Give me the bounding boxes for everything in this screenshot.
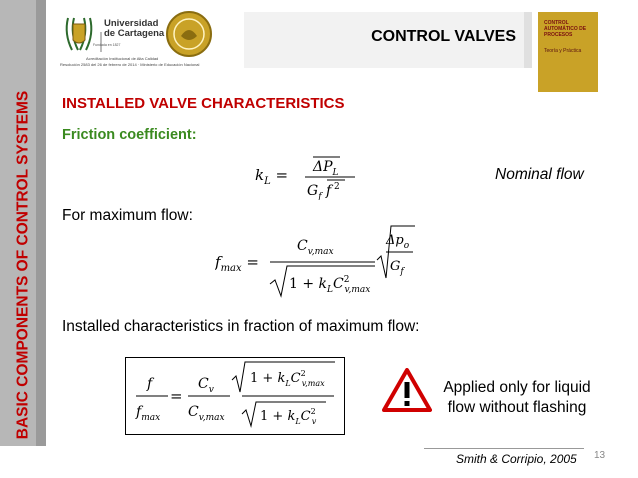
svg-text:1 + kLC2v,max: $1 + k_LC^2$ v,max	[289, 275, 371, 295]
svg-text:Cv: $C_v$	[198, 376, 214, 395]
warning-line2: flow without flashing	[447, 399, 587, 416]
max-flow-formula	[215, 222, 415, 302]
warning-line1: Applied only for liquid	[443, 379, 591, 396]
book-title: CONTROL AUTOMÁTICO DE PROCESOS	[544, 20, 587, 38]
svg-text:kL =: $k_L$ =	[255, 166, 289, 187]
svg-text:1 + kLC2v,max: $1 + k_LC^2$ v,max	[250, 369, 325, 388]
book-cover	[538, 12, 598, 92]
warning-icon	[382, 368, 432, 412]
page-number: 13	[594, 450, 606, 461]
university-name	[104, 19, 164, 39]
reference-divider	[424, 448, 584, 449]
university-name-line1: Universidad	[104, 18, 159, 29]
installed-characteristic-formula	[130, 358, 340, 432]
slide-title: CONTROL VALVES	[371, 28, 516, 45]
accreditation-line1: Acreditación Institucional de Alta Calidad	[86, 56, 159, 61]
svg-text:fmax: $f_{max}$	[136, 404, 161, 423]
section-heading: INSTALLED VALVE CHARACTERISTICS	[62, 95, 345, 112]
reference-citation: Smith & Corripio, 2005	[456, 452, 577, 466]
svg-text:=: =	[170, 387, 183, 405]
svg-text:Gf: $G_f$	[390, 259, 404, 277]
book-subtitle: Teoría y Práctica	[544, 48, 582, 54]
svg-text:Cv,max: $C_{v,max}$	[297, 238, 334, 257]
friction-coefficient-formula	[255, 150, 365, 200]
svg-text:Δpo: $\Delta p_o$	[386, 233, 410, 251]
svg-text:Gf f 2: $G_f$ f $^2$	[307, 182, 340, 200]
svg-text:Cv,max: $C_{v,max}$	[188, 404, 225, 423]
vertical-section-title: BASIC COMPONENTS OF CONTROL SYSTEMS	[14, 90, 32, 440]
max-flow-label: For maximum flow:	[62, 207, 193, 224]
university-founded: Fundada en 1827	[93, 43, 121, 47]
svg-text:f: f	[147, 376, 153, 392]
accreditation-seal-icon	[165, 10, 213, 58]
svg-text:1 + kLC2v: $1 + k_LC^2$ v	[260, 407, 317, 426]
svg-text:ΔPL: $\Delta P_L$	[313, 159, 339, 178]
section-subheading: Friction coefficient:	[62, 127, 197, 143]
installed-characteristics-label: Installed characteristics in fraction of maximum flow:	[62, 318, 420, 335]
svg-text:fmax =: $f_{max}$ =	[215, 253, 259, 274]
warning-note	[432, 378, 602, 418]
university-name-line2: de Cartagena	[104, 28, 165, 39]
nominal-flow-label: Nominal flow	[495, 166, 584, 183]
title-banner-edge	[524, 12, 532, 68]
accreditation-line2: Resolución 2583 del 26 de febrero de 2014 · Ministerio de Educación Nacional	[60, 62, 200, 67]
